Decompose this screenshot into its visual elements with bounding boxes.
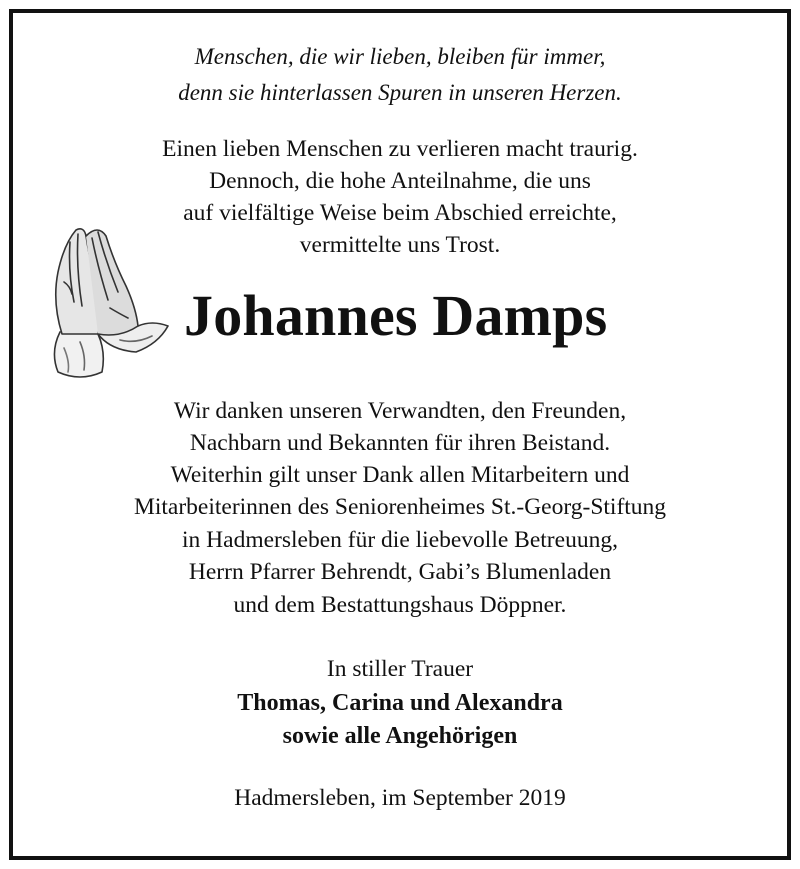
thanks-line-5: in Hadmersleben für die liebevolle Betreuung, — [182, 527, 618, 553]
intro-line-3: auf vielfältige Weise beim Abschied erreichte, — [183, 200, 617, 226]
family-line-2: sowie alle Angehörigen — [282, 723, 518, 749]
thanks-line-6: Herrn Pfarrer Behrendt, Gabi’s Blumenladen — [188, 559, 612, 585]
motto-line-2: denn sie hinterlassen Spuren in unseren Herzen. — [178, 80, 622, 105]
family-line-1: Thomas, Carina und Alexandra — [237, 690, 563, 716]
thanks-line-3: Weiterhin gilt unser Dank allen Mitarbeitern und — [170, 462, 630, 488]
intro-line-4: vermittelte uns Trost. — [299, 232, 501, 258]
thanks-line-1: Wir danken unseren Verwandten, den Freunden, — [173, 398, 627, 424]
motto-line-1: Menschen, die wir lieben, bleiben für immer, — [194, 44, 606, 69]
thanks-line-4: Mitarbeiterinnen des Seniorenheimes St.-Georg-Stiftung — [133, 494, 667, 520]
intro-line-2: Dennoch, die hohe Anteilnahme, die uns — [209, 168, 591, 194]
thanks-line-2: Nachbarn und Bekannten für ihren Beistand. — [189, 430, 611, 456]
place-date: Hadmersleben, im September 2019 — [234, 785, 566, 811]
praying-hands-icon — [40, 222, 176, 382]
deceased-name: Johannes Damps — [184, 283, 608, 348]
mourning-text: In stiller Trauer — [326, 656, 474, 682]
thanks-line-7: und dem Bestattungshaus Döppner. — [233, 592, 567, 618]
intro-line-1: Einen lieben Menschen zu verlieren macht traurig. — [162, 136, 638, 162]
